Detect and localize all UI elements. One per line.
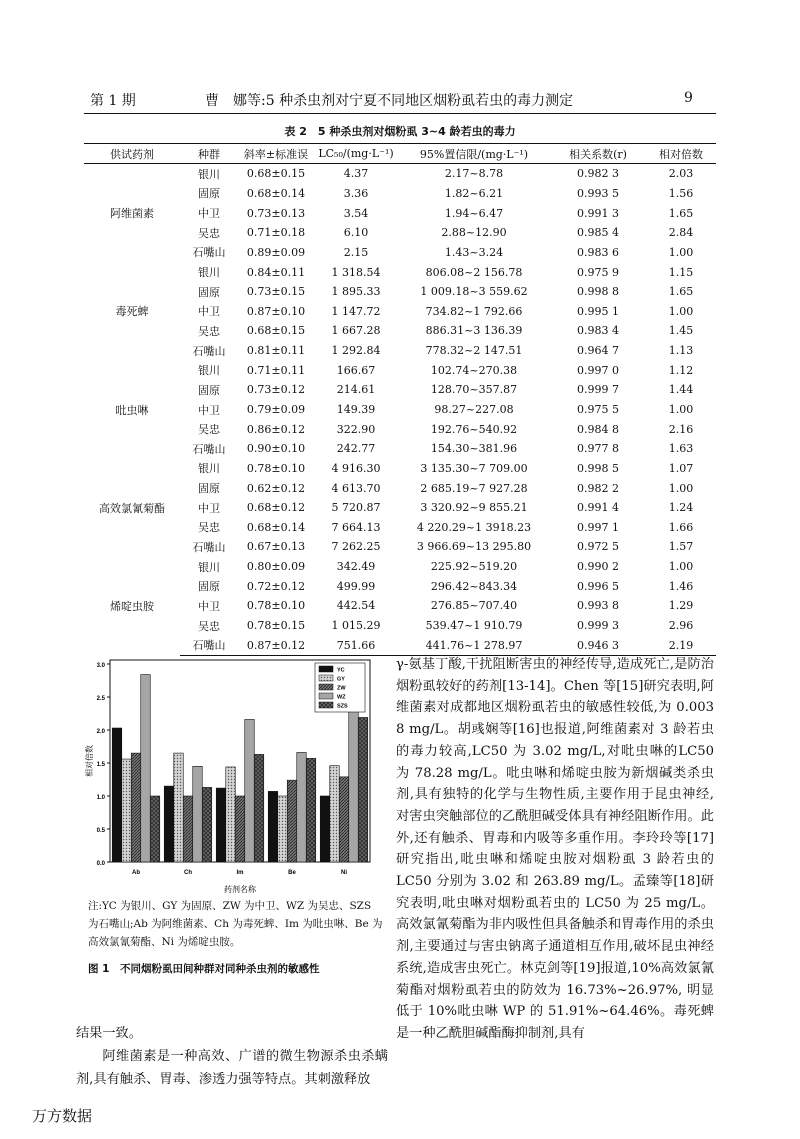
table-cell: 0.998 5 — [577, 461, 619, 475]
bar — [226, 767, 236, 862]
table-cell: 192.76~540.92 — [430, 422, 518, 436]
table-cell: 3.54 — [343, 206, 369, 220]
table-cell: 0.997 0 — [577, 363, 619, 377]
y-tick-label: 2.5 — [96, 696, 105, 702]
table-cell: 7 664.13 — [331, 520, 381, 534]
right-paragraph: γ-氨基丁酸,干扰阻断害虫的神经传导,造成死亡,是防治烟粉虱较好的药剂[13-14]。Chen 等[15]研究表明,阿维菌素对成都地区烟粉虱若虫的敏感性较低,为 0.003 8 mg/L。胡彧娴等[16]也报道,阿维菌素对 3 龄若虫的毒力较高,LC50 为 3.02 mg/L,对吡虫啉的LC50 为 78.28 mg/L。吡虫啉和烯啶虫胺为新烟碱类杀虫剂,具有独特的化学与生物性质,主要作用于昆虫神经, 对害虫突触部位的乙酰胆碱受体具有神经阻断作用。此外,还有触杀、胃毒和内吸等多重作用。李玲玲等[17]研究指出,吡虫啉和烯啶虫胺对烟粉虱 3 龄若虫的 LC50 分别为 3.02 和 263.89 mg/L。孟臻等[18]研究表明,吡虫啉对烟粉虱若虫的 LC50 为 25 mg/L。高效氯氰菊酯为非内吸性但具备触杀和胃毒作用的杀虫剂,主要通过与害虫钠离子通道相互作用,破坏昆虫神经系统,造成害虫死亡。林克剑等[19]报道,10%高效氯氰菊酯对烟粉虱若虫的防效为 16.73%~26.97%, 明显低于 10%吡虫啉 WP 的 51.91%~64.46%。毒死蜱是一种乙酰胆碱酯酶抑制剂,具有 — [396, 657, 714, 1041]
table-cell: 0.72±0.12 — [246, 579, 306, 593]
agent-name: 阿维菌素 — [110, 207, 154, 221]
table-cell: 0.78±0.10 — [246, 599, 306, 613]
running-title: 曹 娜等:5 种杀虫剂对宁夏不同地区烟粉虱若虫的毒力测定 — [205, 93, 574, 109]
table-cell: 0.985 4 — [577, 226, 619, 240]
table-cell: 214.61 — [336, 383, 376, 397]
table-cell: 1.94~6.47 — [444, 206, 504, 220]
table-cell: 751.66 — [314, 635, 398, 655]
table-cell: 0.972 5 — [577, 540, 619, 554]
table-cell: 1.66 — [668, 520, 694, 534]
x-axis-label: 药剂名称 — [224, 885, 256, 894]
table-cell: 0.999 3 — [577, 619, 619, 633]
table-cell: 吴忠 — [198, 226, 220, 240]
agent-name: 烯啶虫胺 — [110, 600, 154, 614]
table-cell: 1.29 — [668, 599, 694, 613]
table-cell: 1.13 — [668, 344, 694, 358]
bar — [268, 791, 278, 862]
table-cell: 166.67 — [336, 363, 376, 377]
table-cell: 0.84±0.11 — [246, 265, 306, 279]
table-cell: 2.03 — [668, 167, 694, 181]
table-cell: 1.82~6.21 — [444, 186, 504, 200]
table-cell: 1.00 — [668, 560, 694, 574]
table-cell: 固原 — [198, 383, 220, 397]
table-cell: 441.76~1 278.97 — [398, 635, 550, 655]
bar — [164, 786, 174, 862]
table-cell: 734.82~1 792.66 — [425, 304, 523, 318]
table-cell: 银川 — [198, 462, 220, 476]
table-cell: 1 009.18~3 559.62 — [420, 285, 528, 299]
legend-label: SZS — [337, 703, 348, 710]
bar-chart-svg — [80, 655, 380, 895]
table-cell: 1.65 — [668, 206, 694, 220]
table-cell: 0.975 5 — [577, 403, 619, 416]
table-cell: 0.68±0.12 — [246, 501, 306, 515]
bar — [287, 780, 297, 862]
bar — [193, 766, 203, 862]
bar — [339, 777, 349, 862]
toxicity-table — [84, 143, 716, 656]
table-header-row — [84, 144, 716, 164]
bar — [245, 719, 255, 862]
bar — [306, 758, 316, 862]
page-number: 9 — [684, 90, 693, 106]
legend-swatch — [319, 675, 333, 681]
x-tick-label: Be — [288, 870, 296, 876]
table-cell: 1.45 — [668, 324, 694, 338]
table-cell: 固原 — [198, 482, 220, 496]
legend-label: ZW — [337, 685, 346, 692]
table-cell: 1 292.84 — [331, 344, 381, 358]
table-row — [84, 164, 716, 184]
legend-swatch — [319, 693, 333, 699]
bar — [131, 753, 141, 862]
y-tick-label: 0.5 — [96, 828, 105, 834]
table-cell: 1.65 — [668, 285, 694, 299]
x-tick-label: Ni — [341, 870, 347, 876]
bar — [297, 752, 307, 862]
table-cell: 1.43~3.24 — [444, 245, 504, 259]
table-cell: 0.68±0.14 — [246, 186, 306, 200]
table-cell: 242.77 — [336, 442, 376, 456]
table-cell: 1 318.54 — [331, 265, 381, 279]
agent-name: 毒死蜱 — [115, 305, 149, 319]
col-header: 种群 — [180, 144, 238, 164]
table-cell: 0.983 4 — [577, 324, 619, 338]
y-tick-label: 0.0 — [96, 861, 105, 867]
table-cell: 7 262.25 — [331, 540, 381, 554]
bar — [278, 796, 288, 862]
table-cell: 102.74~270.38 — [430, 363, 518, 377]
table-cell: 石嘴山 — [192, 344, 226, 358]
left-column-text — [76, 1022, 388, 1091]
table-cell: 吴忠 — [198, 521, 220, 535]
table-cell: 2.84 — [668, 226, 694, 240]
table-cell: 0.975 9 — [577, 265, 619, 279]
bar — [183, 796, 193, 862]
table-cell: 4 220.29~1 3918.23 — [416, 520, 532, 534]
legend-swatch — [319, 702, 333, 708]
table-cell: 4 613.70 — [331, 481, 381, 495]
table-cell: 吴忠 — [198, 324, 220, 338]
table-cell: 0.993 5 — [577, 186, 619, 200]
table-cell: 1 147.72 — [331, 304, 381, 318]
table-cell: 0.946 3 — [550, 635, 646, 655]
table-cell: 2.88~12.90 — [441, 226, 507, 240]
legend-label: WZ — [337, 694, 346, 701]
table-cell: 1.12 — [668, 363, 694, 377]
table-cell: 1.00 — [668, 245, 694, 259]
relative-multiple-chart — [80, 655, 380, 895]
table-cell: 0.78±0.10 — [246, 461, 306, 475]
table-cell: 1.63 — [668, 442, 694, 456]
legend-label: YC — [337, 667, 345, 674]
table-cell: 吴忠 — [198, 619, 220, 633]
col-header: LC₅₀/(mg·L⁻¹) — [314, 144, 398, 164]
table-cell: 1 667.28 — [331, 324, 381, 338]
table-cell: 固原 — [198, 285, 220, 299]
bar — [330, 766, 340, 862]
y-tick-label: 1.5 — [96, 762, 105, 768]
table-cell: 2.19 — [646, 635, 716, 655]
table-cell: 固原 — [198, 580, 220, 594]
table-cell: 固原 — [198, 187, 220, 201]
bar — [174, 753, 184, 862]
table-cell: 石嘴山 — [192, 246, 226, 260]
x-tick-label: Ch — [184, 870, 192, 876]
header-rule — [84, 113, 716, 114]
table-cell: 0.991 3 — [577, 206, 619, 220]
table-cell: 0.982 2 — [577, 481, 619, 495]
table-cell: 3 135.30~7 709.00 — [420, 461, 528, 475]
col-header: 95%置信限/(mg·L⁻¹) — [398, 144, 550, 164]
table-cell: 0.68±0.14 — [246, 520, 306, 534]
table-cell: 296.42~843.34 — [430, 579, 518, 593]
table-cell: 149.39 — [336, 403, 376, 416]
legend-swatch — [319, 684, 333, 690]
table-cell: 1.00 — [668, 481, 694, 495]
table-cell: 0.67±0.13 — [246, 540, 306, 554]
bar — [112, 728, 122, 862]
table-cell: 0.62±0.12 — [246, 481, 306, 495]
x-tick-label: Ab — [132, 870, 140, 876]
table-cell: 2.16 — [668, 422, 694, 436]
table-cell: 154.30~381.96 — [430, 442, 518, 456]
table-cell: 2 685.19~7 927.28 — [420, 481, 528, 495]
table-cell: 银川 — [198, 560, 220, 574]
figure-caption: 图 1 不同烟粉虱田间种群对同种杀虫剂的敏感性 — [88, 963, 320, 975]
table-cell: 342.49 — [336, 560, 376, 574]
table-cell: 778.32~2 147.51 — [425, 344, 523, 358]
y-tick-label: 2.0 — [96, 729, 105, 735]
table-row — [84, 459, 716, 479]
table-cell: 1.57 — [668, 540, 694, 554]
table-cell: 0.996 5 — [577, 579, 619, 593]
table-cell: 0.89±0.09 — [246, 245, 306, 259]
table-cell: 0.983 6 — [577, 245, 619, 259]
issue-label: 第 1 期 — [90, 93, 136, 109]
table-cell: 322.90 — [336, 422, 376, 436]
table-cell: 0.993 8 — [577, 599, 619, 613]
y-axis-label: 相对倍数 — [85, 745, 94, 777]
bar — [141, 675, 151, 862]
table-cell: 0.991 4 — [577, 501, 619, 515]
table-cell: 886.31~3 136.39 — [425, 324, 523, 338]
bar — [358, 717, 368, 862]
table-cell: 0.73±0.15 — [246, 285, 306, 299]
table-cell: 0.90±0.10 — [246, 442, 306, 456]
table-cell: 5 720.87 — [331, 501, 381, 515]
bar — [202, 787, 212, 862]
table-cell: 0.998 8 — [577, 285, 619, 299]
table-cell: 石嘴山 — [192, 540, 226, 554]
table-cell: 1 895.33 — [331, 285, 381, 299]
table-cell: 石嘴山 — [180, 635, 238, 655]
table-cell: 4.37 — [343, 167, 369, 181]
bar — [254, 754, 264, 862]
table-cell: 1.44 — [668, 383, 694, 397]
table-cell: 2.96 — [668, 619, 694, 633]
table-cell: 1.07 — [668, 461, 694, 475]
col-header: 供试药剂 — [84, 144, 180, 164]
table-cell: 1.56 — [668, 186, 694, 200]
table-cell: 1.24 — [668, 501, 694, 515]
table-cell: 0.982 3 — [577, 167, 619, 181]
bar — [320, 796, 330, 862]
table-cell: 6.10 — [343, 226, 369, 240]
col-header: 斜率±标准误 — [238, 144, 314, 164]
table-title: 表 2 5 种杀虫剂对烟粉虱 3~4 龄若虫的毒力 — [284, 125, 516, 138]
bar — [150, 796, 160, 862]
table-cell: 0.997 1 — [577, 520, 619, 534]
table-cell: 2.17~8.78 — [444, 167, 504, 181]
table-cell: 276.85~707.40 — [430, 599, 518, 613]
table-cell: 0.990 2 — [577, 560, 619, 574]
table-cell: 0.73±0.13 — [246, 206, 306, 220]
table-cell: 中卫 — [198, 501, 220, 515]
agent-name: 吡虫啉 — [115, 403, 149, 417]
table-cell: 0.78±0.15 — [246, 619, 306, 633]
table-cell: 1.00 — [668, 403, 694, 416]
table-cell: 499.99 — [336, 579, 376, 593]
table-row — [84, 360, 716, 380]
table-cell: 中卫 — [198, 207, 220, 221]
table-cell: 225.92~519.20 — [430, 560, 518, 574]
table-cell: 0.79±0.09 — [246, 403, 306, 416]
table-cell: 0.964 7 — [577, 344, 619, 358]
table-cell: 539.47~1 910.79 — [425, 619, 523, 633]
table-cell: 0.68±0.15 — [246, 167, 306, 181]
table-cell: 吴忠 — [198, 423, 220, 437]
legend-label: GY — [337, 676, 345, 683]
table-cell: 中卫 — [198, 403, 220, 417]
left-paragraph-1: 结果一致。 — [76, 1026, 142, 1041]
table-cell: 1.15 — [668, 265, 694, 279]
table-cell: 1.46 — [668, 579, 694, 593]
table-cell: 1.00 — [668, 304, 694, 318]
figure-note: 注:YC 为银川、GY 为固原、ZW 为中卫、WZ 为吴忠、SZS 为石嘴山;Ab 为阿维菌素、Ch 为毒死蜱、Im 为吡虫啉、Be 为高效氯氰菊酯、Ni 为烯啶虫胺。 — [88, 900, 383, 948]
table-cell: 0.68±0.15 — [246, 324, 306, 338]
table-cell: 3.36 — [343, 186, 369, 200]
table-cell: 0.80±0.09 — [246, 560, 306, 574]
table-cell: 0.977 8 — [577, 442, 619, 456]
table-cell: 银川 — [198, 364, 220, 378]
footer-watermark: 万方数据 — [32, 1107, 93, 1125]
col-header: 相关系数(r) — [550, 144, 646, 164]
table-cell: 4 916.30 — [331, 461, 381, 475]
table-cell: 0.86±0.12 — [246, 422, 306, 436]
bar — [216, 788, 226, 862]
table-row — [84, 557, 716, 577]
table-cell: 806.08~2 156.78 — [425, 265, 523, 279]
table-cell: 银川 — [198, 266, 220, 280]
table-cell: 银川 — [198, 167, 220, 181]
table-cell: 0.71±0.18 — [246, 226, 306, 240]
legend-swatch — [319, 666, 333, 672]
table-cell: 石嘴山 — [192, 442, 226, 456]
col-header: 相对倍数 — [646, 144, 716, 164]
bar — [122, 759, 132, 862]
table-cell: 0.87±0.10 — [246, 304, 306, 318]
table-cell: 0.999 7 — [577, 383, 619, 397]
table-cell: 0.87±0.12 — [238, 635, 314, 655]
table-cell: 中卫 — [198, 305, 220, 319]
table-cell: 0.984 8 — [577, 422, 619, 436]
table-cell: 中卫 — [198, 599, 220, 613]
table-cell: 0.73±0.12 — [246, 383, 306, 397]
table-cell: 128.70~357.87 — [430, 383, 518, 397]
table-cell: 98.27~227.08 — [434, 403, 514, 416]
bar — [235, 796, 245, 862]
agent-name: 高效氯氰菊酯 — [99, 501, 165, 515]
table-cell: 3 966.69~13 295.80 — [416, 540, 532, 554]
table-cell: 3 320.92~9 855.21 — [420, 501, 528, 515]
table-cell: 442.54 — [336, 599, 376, 613]
table-cell: 1 015.29 — [331, 619, 381, 633]
right-column-text — [396, 654, 714, 1045]
table-cell: 2.15 — [343, 245, 369, 259]
table-row — [84, 262, 716, 282]
left-paragraph-2: 阿维菌素是一种高效、广谱的微生物源杀虫杀螨剂,具有触杀、胃毒、渗透力强等特点。其刺激释放 — [76, 1049, 388, 1087]
y-tick-label: 3.0 — [96, 663, 105, 669]
table-cell: 0.71±0.11 — [246, 363, 306, 377]
table-cell: 0.81±0.11 — [246, 344, 306, 358]
x-tick-label: Im — [236, 870, 244, 876]
table-cell: 0.995 1 — [577, 304, 619, 318]
y-tick-label: 1.0 — [96, 795, 105, 801]
